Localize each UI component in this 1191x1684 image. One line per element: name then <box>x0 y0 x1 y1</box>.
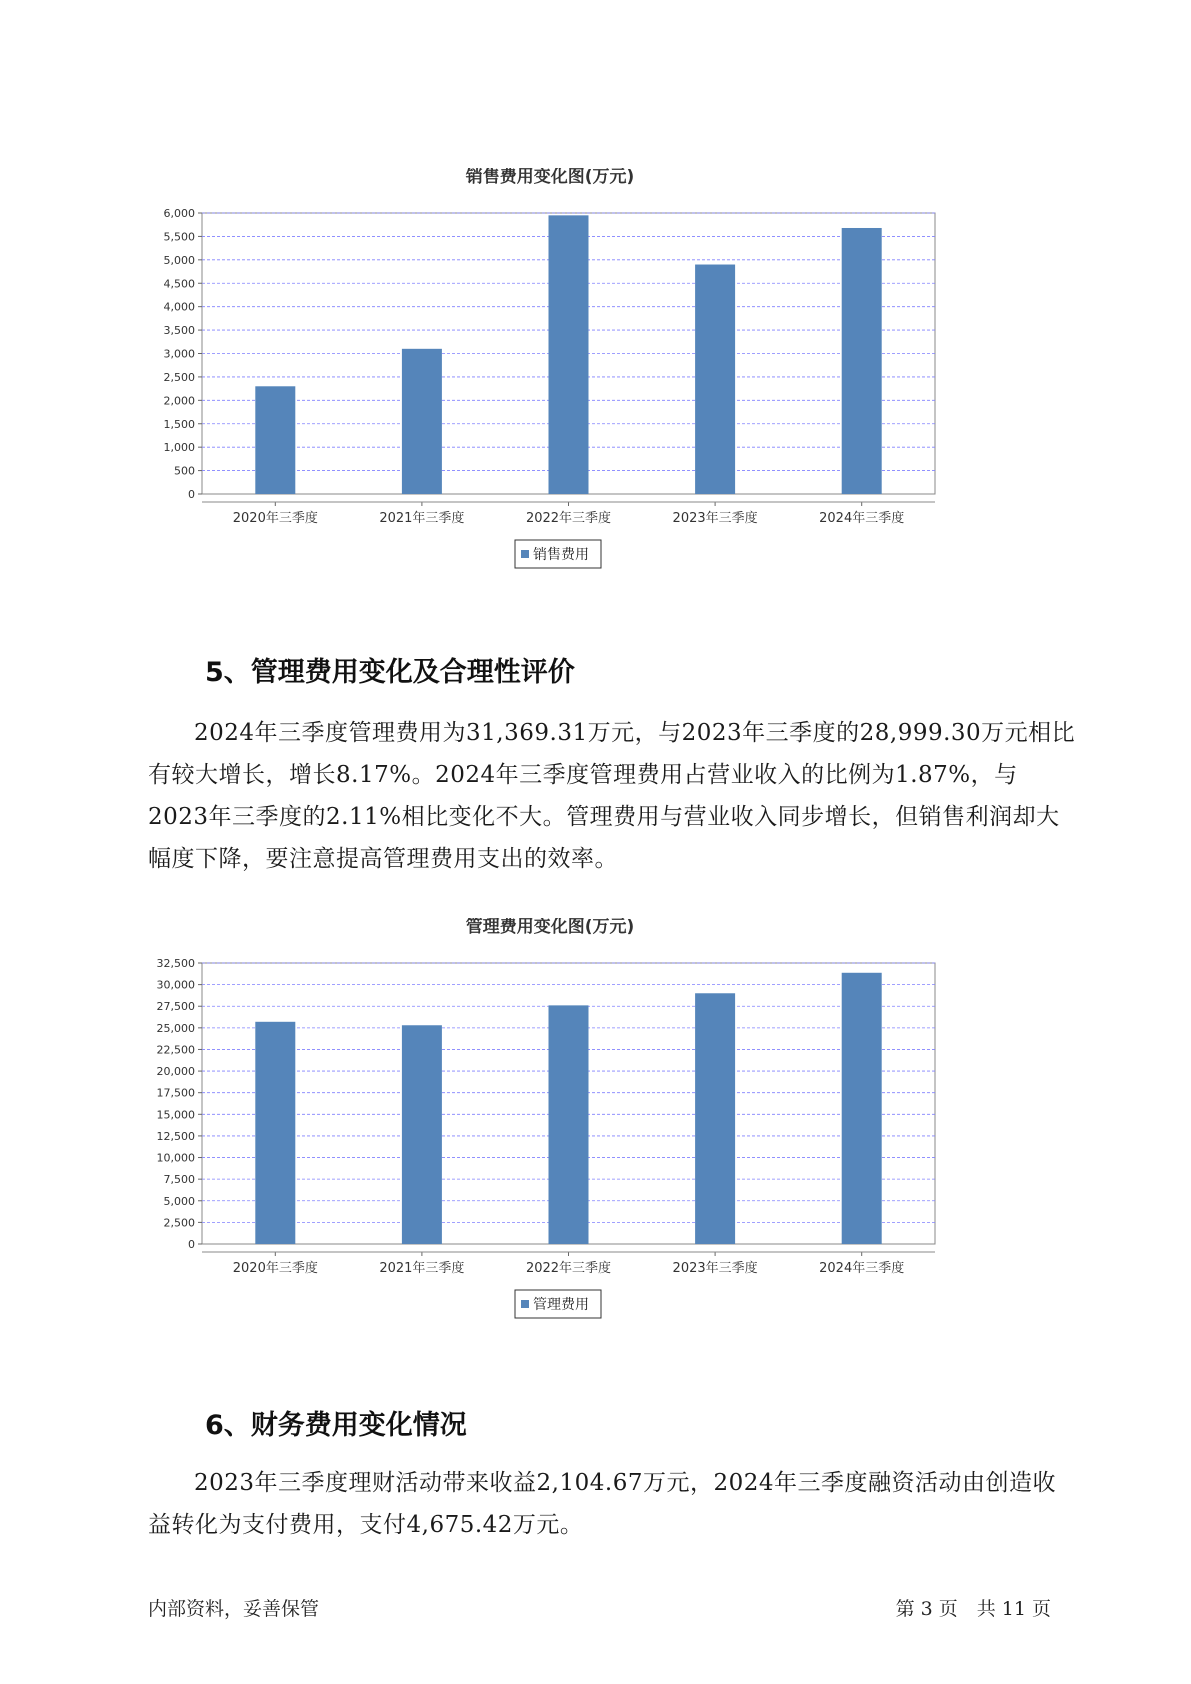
y-tick-label: 20,000 <box>156 1065 195 1079</box>
x-tick-label: 2022年三季度 <box>525 1261 612 1276</box>
y-tick-label: 12,500 <box>156 1129 195 1143</box>
y-tick-label: 27,500 <box>156 1000 195 1014</box>
x-tick-label: 2024年三季度 <box>819 1261 905 1276</box>
bar-2022年三季度 <box>549 1005 589 1244</box>
y-tick-label: 4,500 <box>163 277 195 291</box>
y-tick-label: 6,000 <box>163 207 195 220</box>
x-tick-label: 2024年三季度 <box>819 511 905 526</box>
legend-label: 管理费用 <box>533 1297 589 1313</box>
y-tick-label: 32,500 <box>156 957 195 970</box>
legend-swatch <box>521 1300 529 1308</box>
bar-2024年三季度 <box>842 228 882 494</box>
sales-expense-chart <box>150 168 1050 618</box>
y-tick-label: 7,500 <box>163 1173 195 1187</box>
y-tick-label: 10,000 <box>156 1151 195 1165</box>
admin-expense-chart <box>150 918 1050 1368</box>
y-tick-label: 3,500 <box>163 324 195 338</box>
y-tick-label: 2,500 <box>163 1216 195 1230</box>
bar-2020年三季度 <box>255 1022 295 1244</box>
y-tick-label: 30,000 <box>156 978 195 992</box>
y-tick-label: 0 <box>188 488 195 501</box>
footer-page-number: 第 3 页 共 11 页 <box>895 1598 1051 1620</box>
y-tick-label: 5,000 <box>163 1194 195 1208</box>
footer-left: 内部资料，妥善保管 <box>148 1598 320 1620</box>
y-tick-label: 4,000 <box>163 300 195 314</box>
section-6-heading: 6、财务费用变化情况 <box>205 1410 467 1441</box>
x-tick-label: 2021年三季度 <box>379 511 465 526</box>
sales-expense-chart-svg <box>150 168 1050 618</box>
bar-2021年三季度 <box>402 349 442 494</box>
y-tick-label: 2,000 <box>163 394 195 408</box>
legend-label: 销售费用 <box>533 547 589 563</box>
y-tick-label: 1,500 <box>163 417 195 431</box>
bar-2020年三季度 <box>255 386 295 494</box>
y-tick-label: 5,000 <box>163 253 195 267</box>
bar-2022年三季度 <box>549 215 589 494</box>
x-tick-label: 2022年三季度 <box>525 511 612 526</box>
bar-2021年三季度 <box>402 1025 442 1244</box>
section-5-heading: 5、管理费用变化及合理性评价 <box>205 657 575 688</box>
y-tick-label: 500 <box>174 464 195 478</box>
x-tick-label: 2023年三季度 <box>672 1261 758 1276</box>
bar-2023年三季度 <box>695 993 735 1244</box>
y-tick-label: 2,500 <box>163 370 195 384</box>
x-tick-label: 2020年三季度 <box>232 1261 318 1276</box>
chart-title: 管理费用变化图(万元) <box>465 918 635 937</box>
chart-title: 销售费用变化图(万元) <box>465 168 635 187</box>
x-tick-label: 2021年三季度 <box>379 1261 465 1276</box>
bar-2023年三季度 <box>695 265 735 494</box>
y-tick-label: 1,000 <box>163 441 195 455</box>
admin-expense-chart-svg <box>150 918 1050 1368</box>
y-tick-label: 25,000 <box>156 1021 195 1035</box>
x-tick-label: 2023年三季度 <box>672 511 758 526</box>
y-tick-label: 15,000 <box>156 1108 195 1122</box>
y-tick-label: 17,500 <box>156 1086 195 1100</box>
x-tick-label: 2020年三季度 <box>232 511 318 526</box>
y-tick-label: 22,500 <box>156 1043 195 1057</box>
legend-swatch <box>521 550 529 558</box>
section-6-paragraph: 2023年三季度理财活动带来收益2,104.67万元，2024年三季度融资活动由创造收益转化为支付费用，支付4,675.42万元。 <box>148 1470 1056 1538</box>
section-5-paragraph: 2024年三季度管理费用为31,369.31万元，与2023年三季度的28,999.30万元相比有较大增长，增长8.17%。2024年三季度管理费用占营业收入的比例为1.87%，与2023年三季度的2.11%相比变化不大。管理费用与营业收入同步增长，但销售利润却大幅度下降，要注意提高管理费用支出的效率。 <box>148 720 1076 872</box>
y-tick-label: 0 <box>188 1238 195 1251</box>
y-tick-label: 3,000 <box>163 347 195 361</box>
y-tick-label: 5,500 <box>163 230 195 244</box>
bar-2024年三季度 <box>842 973 882 1244</box>
